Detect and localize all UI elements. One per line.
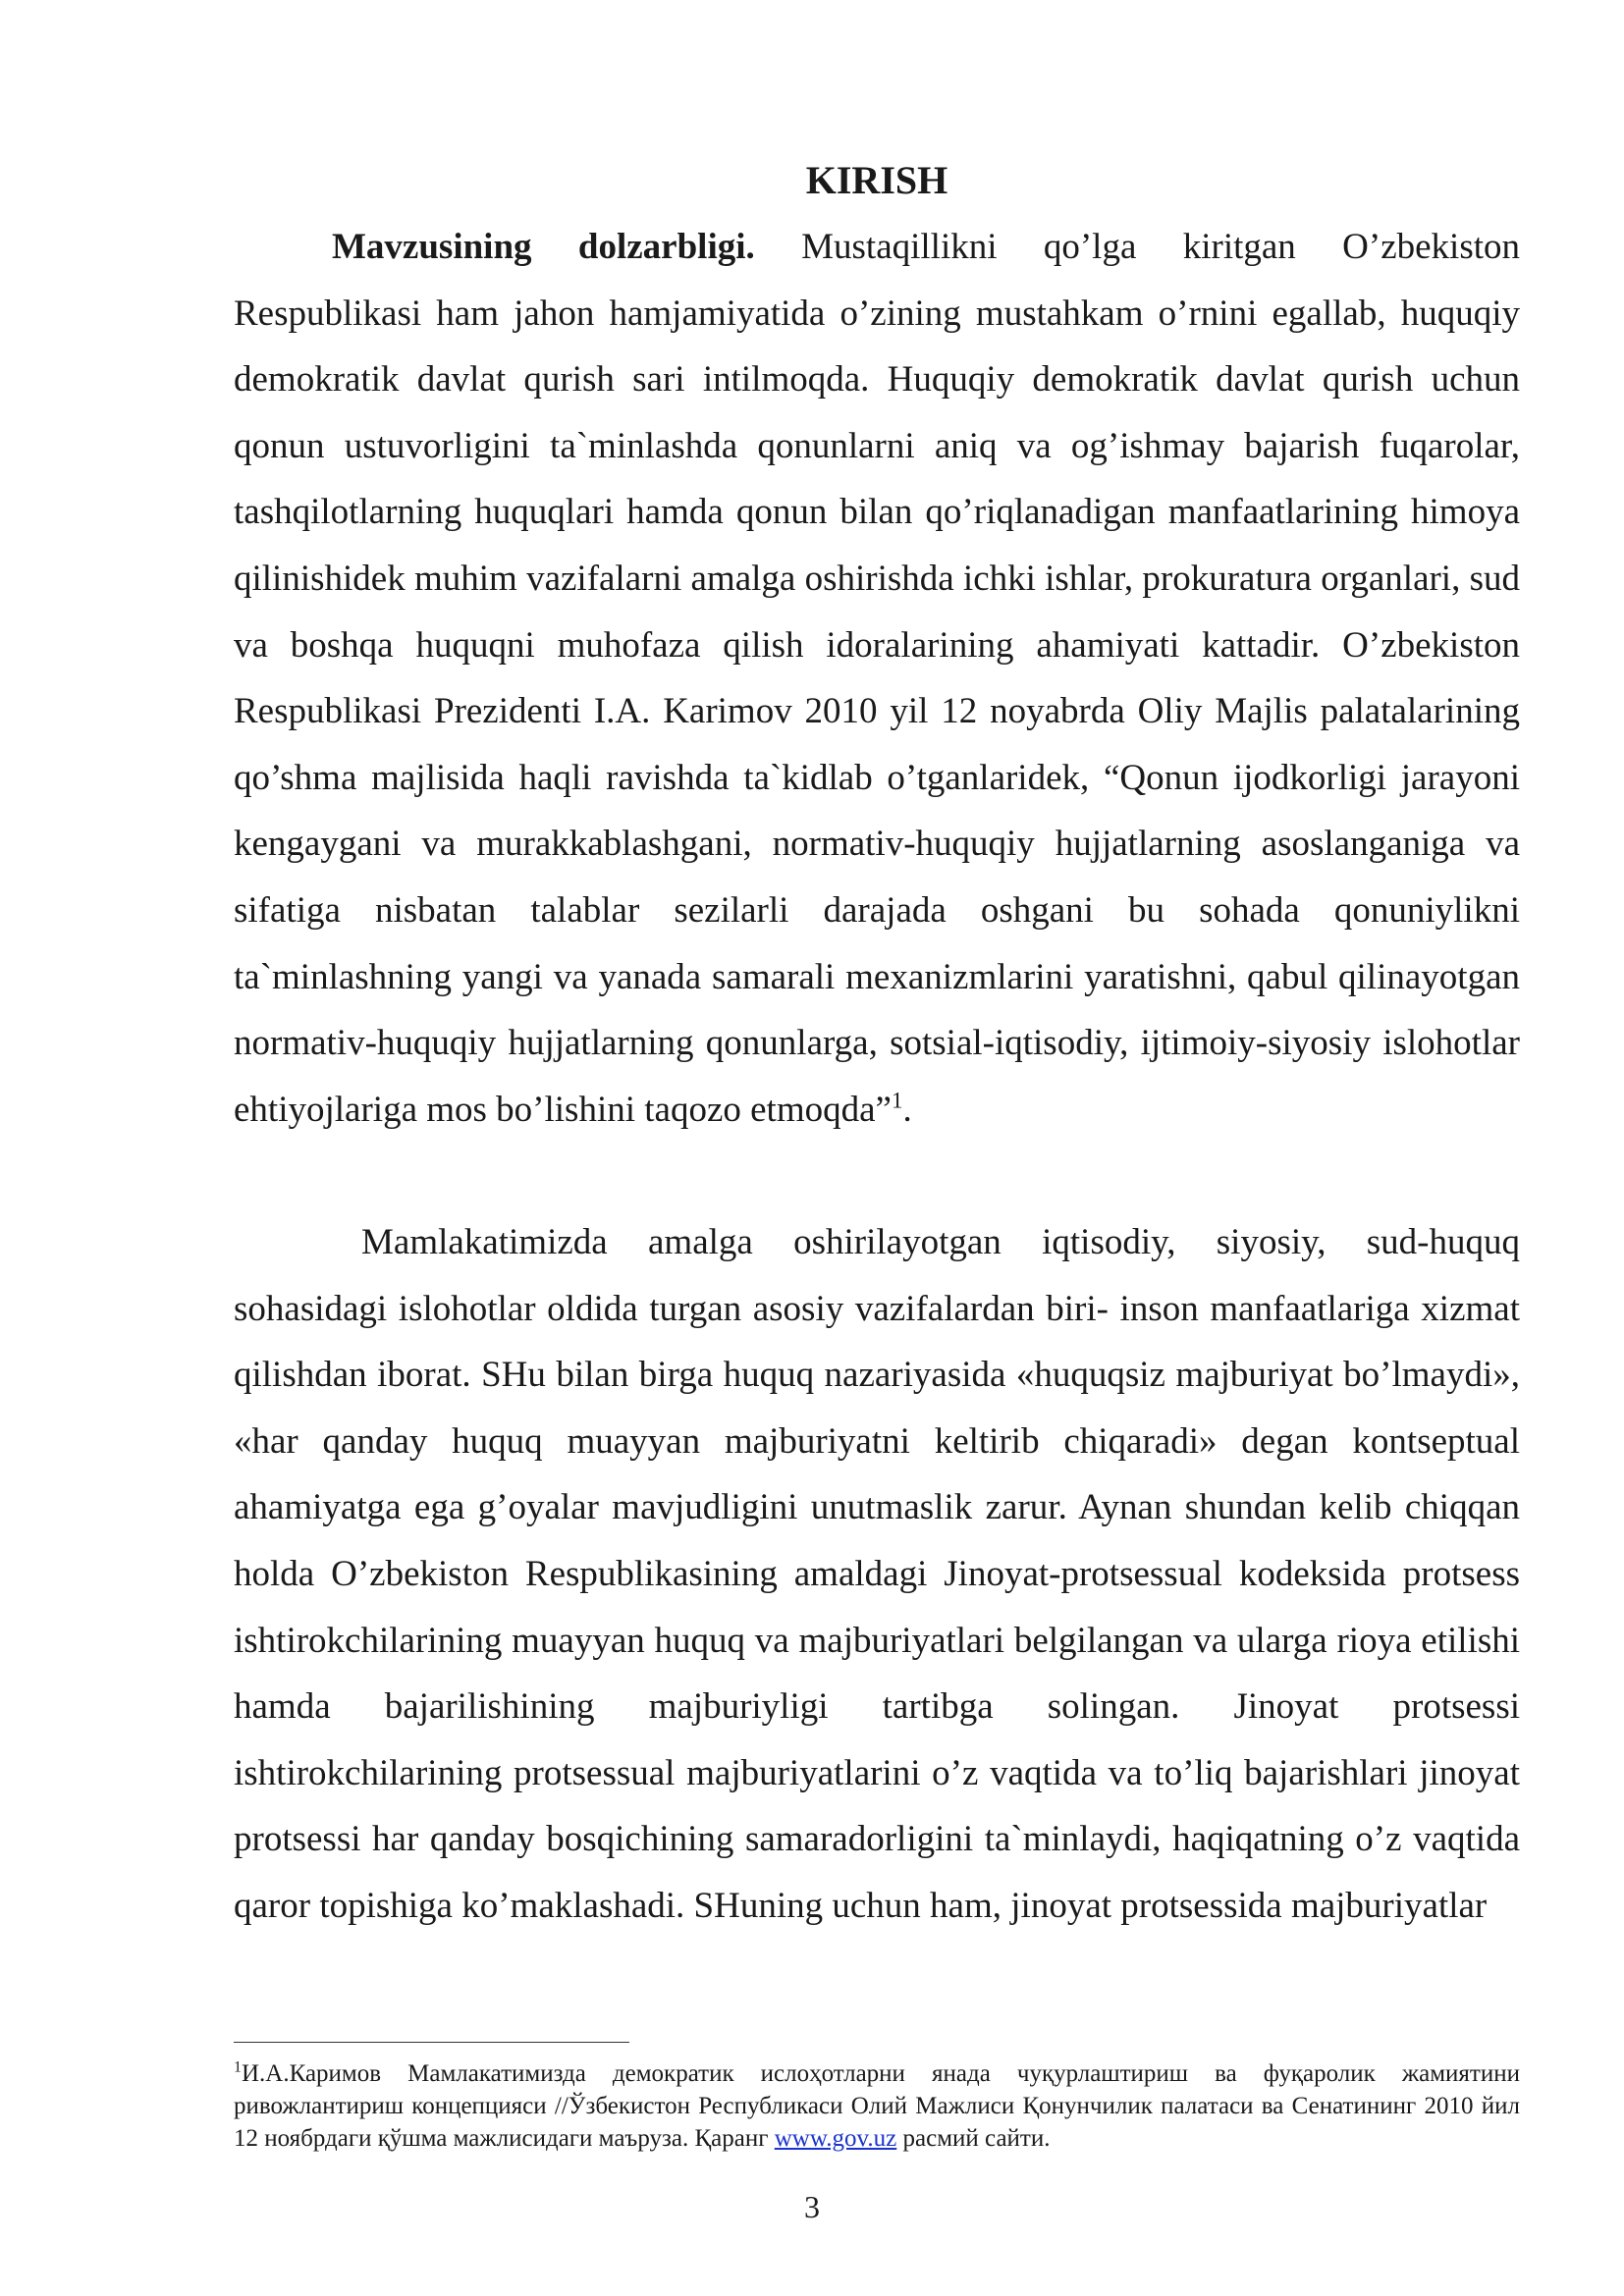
footnote-text: И.А.Каримов Мамлакатимизда демократик ислоҳотларни янада чуқурлаштириш ва фуқаролик жамиятини ривожлантириш концепцияси //Ўзбекистон Республикаси Олий Мажлиси Қонунчилик палатаси ва Сенатининг 2010 йил 12 ноябрдаги қўшма мажлисидаги маъруза. Қаранг: [234, 2060, 1520, 2152]
paragraph-relevance: [234, 214, 1520, 1143]
footnote-separator: [234, 2042, 629, 2043]
paragraph-end: .: [902, 1089, 912, 1130]
section-heading: KIRISH: [805, 158, 948, 202]
footnote-link[interactable]: www.gov.uz: [774, 2125, 897, 2152]
page-number: 3: [804, 2189, 820, 2224]
footnote: [234, 2057, 1520, 2155]
footnote-mark: 1: [234, 2058, 242, 2076]
paragraph-reforms: Mamlakatimizda amalga oshirilayotgan iqtisodiy, siyosiy, sud-huquq sohasidagi islohotlar oldida turgan asosiy vazifalardan biri- inson manfaatlariga xizmat qilishdan iborat. SHu bilan birga huquq nazariyasida «huquqsiz majburiyat bo’lmaydi», «har qanday huquq muayyan majburiyatni keltirib chiqaradi» degan kontseptual ahamiyatga ega g’oyalar mavjudligini unutmaslik zarur. Aynan shundan kelib chiqqan holda O’zbekiston Respublikasining amaldagi Jinoyat-protsessual kodeksida protsess ishtirokchilarining muayyan huquq va majburiyatlari belgilangan va ularga rioya etilishi hamda bajarilishining majburiyligi tartibga solingan. Jinoyat protsessi ishtirokchilarining protsessual majburiyatlarini o’z vaqtida va to’liq bajarishlari jinoyat protsessi har qanday bosqichining samaradorligini ta`minlaydi, haqiqatning o’z vaqtida qaror topishiga ko’maklashadi. SHuning uchun ham, jinoyat protsessida majburiyatlar: [234, 1222, 1520, 1926]
paragraph-lead: Mavzusining dolzarbligi.: [332, 227, 755, 267]
footnote-reference[interactable]: 1: [891, 1088, 903, 1113]
paragraph-text: Mustaqillikni qo’lga kiritgan O’zbekiston Respublikasi ham jahon hamjamiyatida o’zining mustahkam o’rnini egallab, huquqiy demokratik davlat qurish sari intilmoqda. Huquqiy demokratik davlat qurish uchun qonun ustuvorligini ta`minlashda qonunlarni aniq va og’ishmay bajarish fuqarolar, tashqilotlarning huquqlari hamda qonun bilan qo’riqlanadigan manfaatlarining himoya qilinishidek muhim vazifalarni amalga oshirishda ichki ishlar, prokuratura organlari, sud va boshqa huquqni muhofaza qilish idoralarining ahamiyati kattadir. O’zbekiston Respublikasi Prezidenti I.A. Karimov 2010 yil 12 noyabrda Oliy Majlis palatalarining qo’shma majlisida haqli ravishda ta`kidlab o’tganlaridek, “Qonun ijodkorligi jarayoni kengaygani va murakkablashgani, normativ-huquqiy hujjatlarning asoslanganiga va sifatiga nisbatan talablar sezilarli darajada oshgani bu sohada qonuniylikni ta`minlashning yangi va yanada samarali mexanizmlarini yaratishni, qabul qilinayotgan normativ-huquqiy hujjatlarning qonunlarga, sotsial-iqtisodiy, ijtimoiy-siyosiy islohotlar ehtiyojlariga mos bo’lishini taqozo etmoqda”: [234, 227, 1521, 1130]
footnote-text-end: расмий сайти.: [896, 2125, 1051, 2152]
